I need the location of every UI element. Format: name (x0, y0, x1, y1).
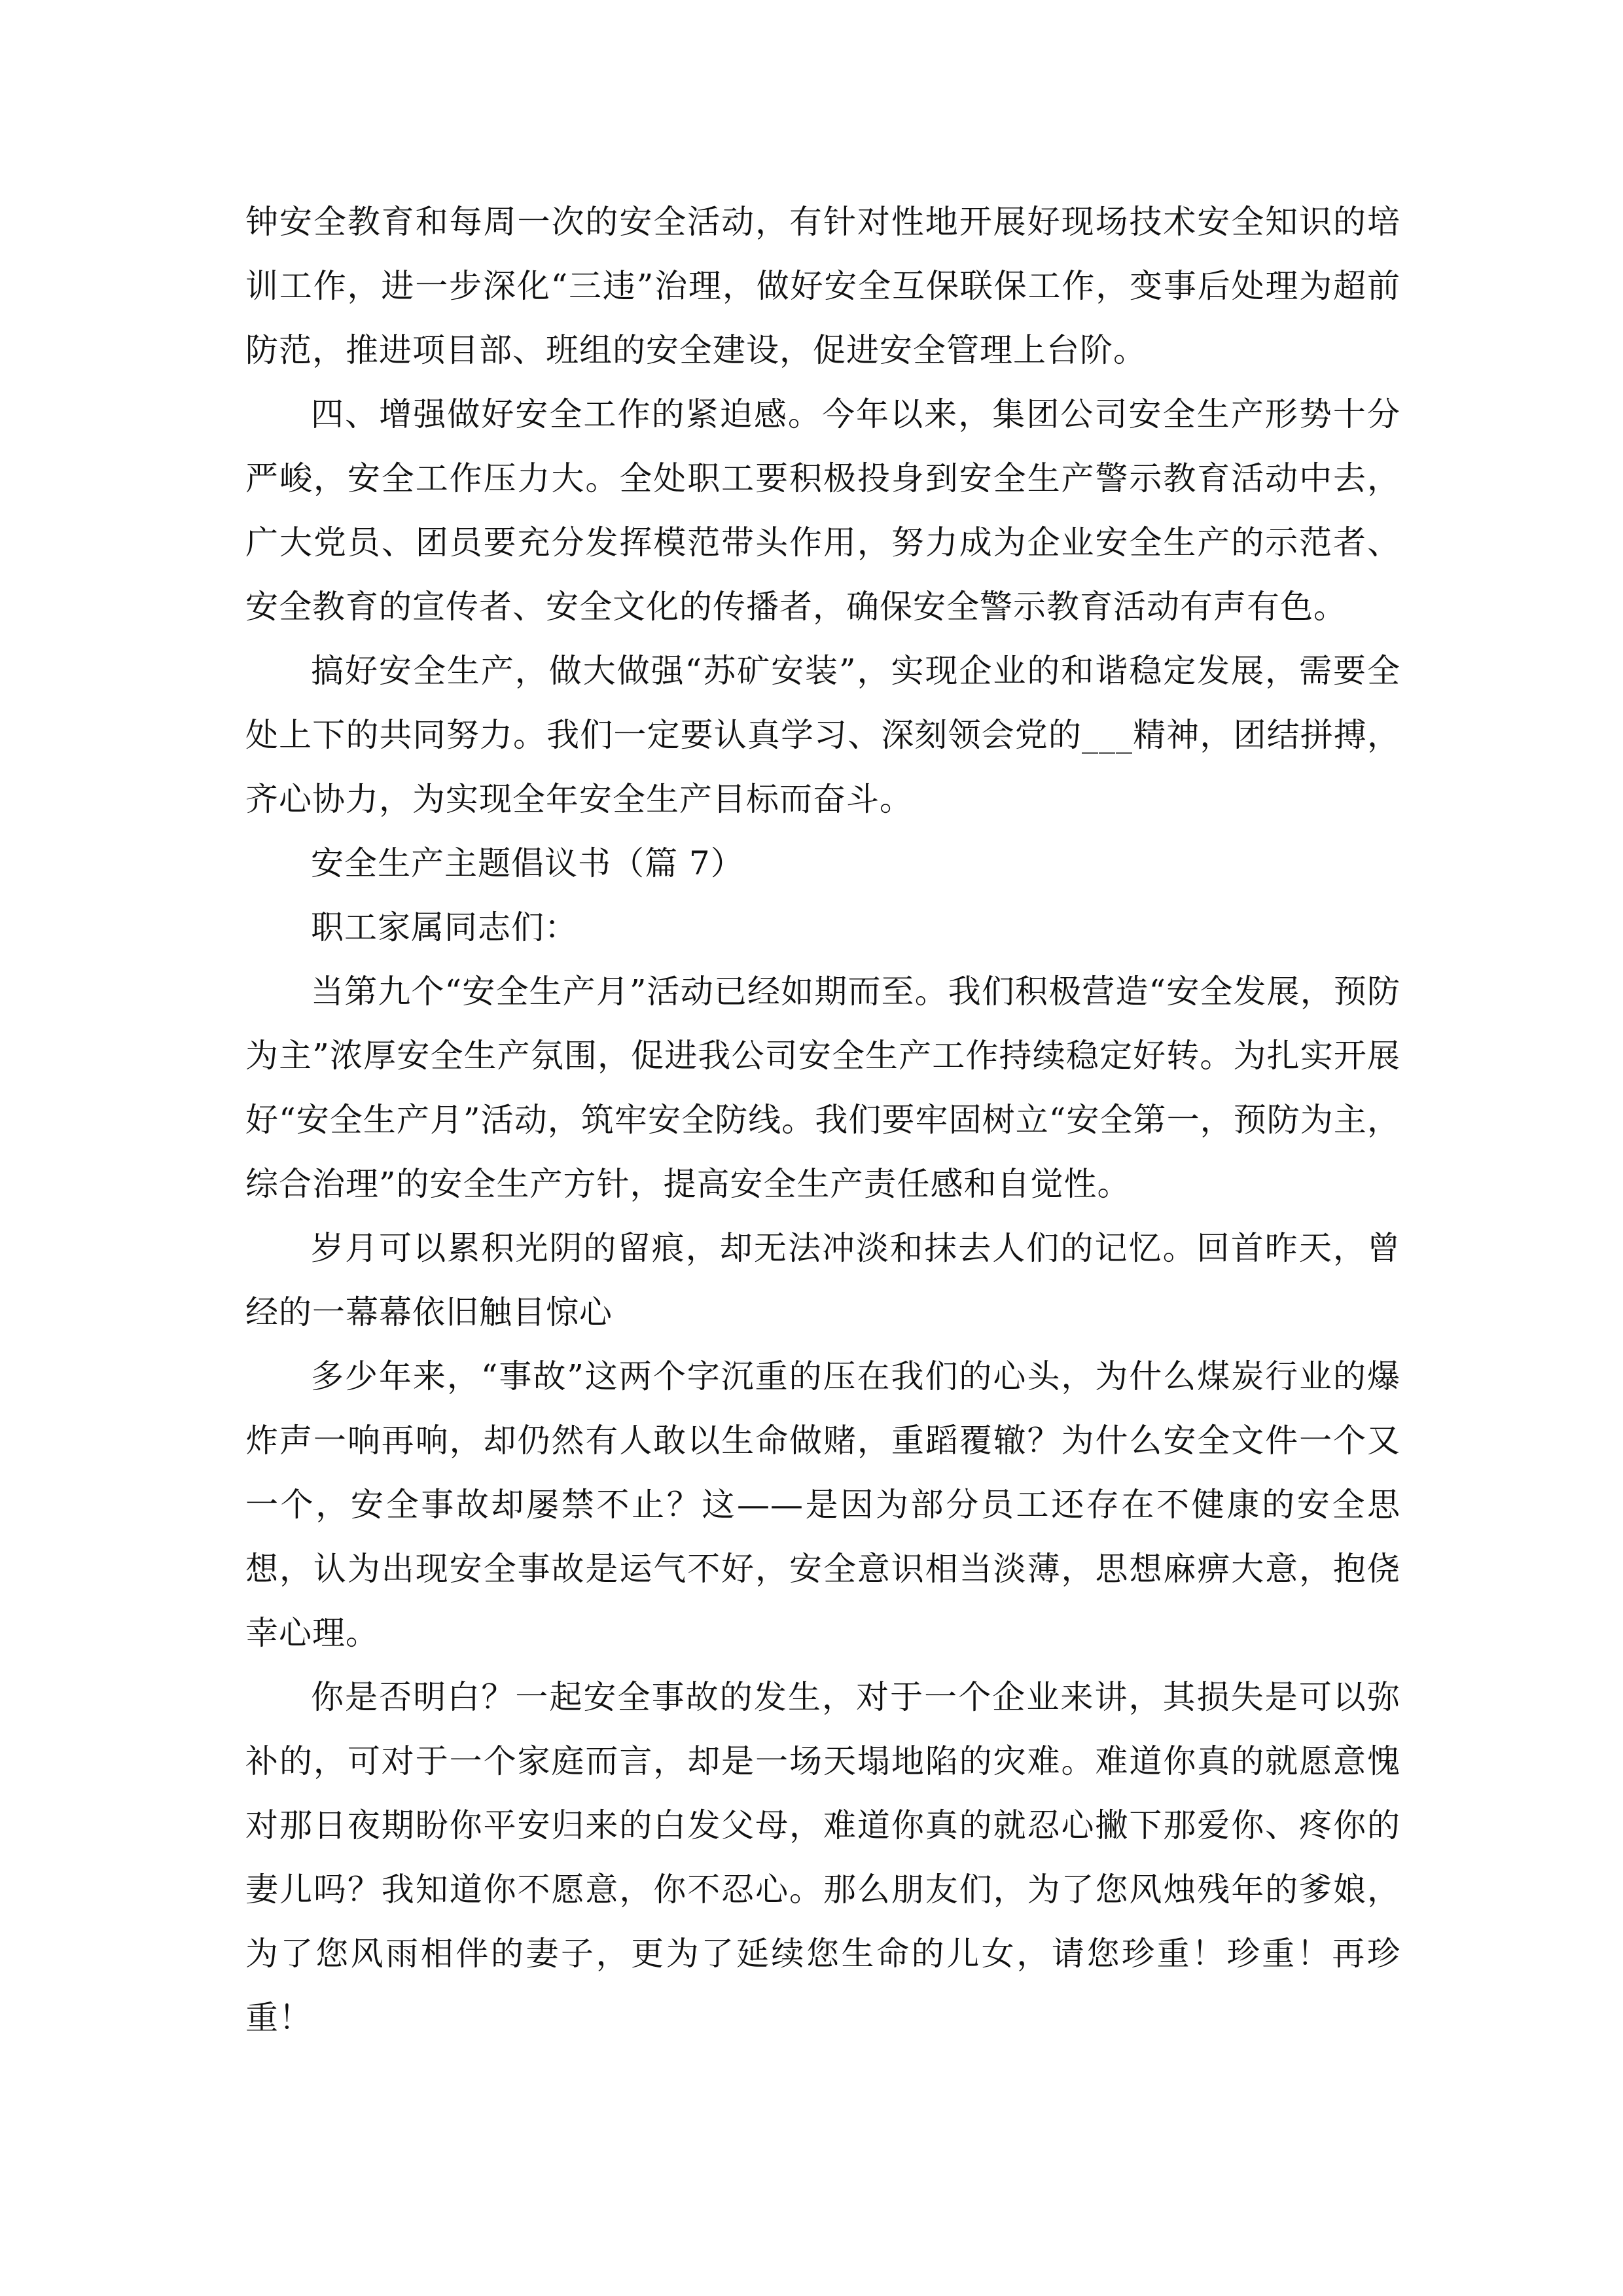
document-body (245, 190, 1400, 2050)
paragraph-memory: 岁月可以累积光阴的留痕，却无法冲淡和抹去人们的记忆。回首昨天，曾经的一幕幕依旧触目惊心 (245, 1229, 1400, 1331)
salutation: 职工家属同志们： (311, 908, 578, 946)
paragraph-safety-month: 当第九个“安全生产月”活动已经如期而至。我们积极营造“安全发展，预防为主”浓厚安全生产氛围，促进我公司安全生产工作持续稳定好转。为扎实开展好“安全生产月”活动，筑牢安全防线。我们要牢固树立“安全第一，预防为主，综合治理”的安全生产方针，提高安全生产责任感和自觉性。 (245, 973, 1400, 1203)
paragraph-accidents: 多少年来，“事故”这两个字沉重的压在我们的心头，为什么煤炭行业的爆炸声一响再响，却仍然有人敢以生命做赌，重蹈覆辙？为什么安全文件一个又一个，安全事故却屡禁不止？这——是因为部分员工还存在不健康的安全思想，认为出现安全事故是运气不好，安全意识相当淡薄，思想麻痹大意，抱侥幸心理。 (245, 1357, 1400, 1652)
paragraph-family: 你是否明白？一起安全事故的发生，对于一个企业来讲，其损失是可以弥补的，可对于一个家庭而言，却是一场天塌地陷的灾难。难道你真的就愿意愧对那日夜期盼你平安归来的白发父母，难道你真的就忍心撇下那爱你、疼你的妻儿吗？我知道你不愿意，你不忍心。那么朋友们，为了您风烛残年的爹娘，为了您风雨相伴的妻子，更为了延续您生命的儿女，请您珍重！珍重！再珍重！ (245, 1678, 1400, 2037)
paragraph-continuation: 钟安全教育和每周一次的安全活动，有针对性地开展好现场技术安全知识的培训工作，进一步深化“三违”治理，做好安全互保联保工作，变事后处理为超前防范，推进项目部、班组的安全建设，促进安全管理上台阶。 (245, 203, 1400, 369)
paragraph-closing: 搞好安全生产，做大做强“苏矿安装”，实现企业的和谐稳定发展，需要全处上下的共同努力。我们一定要认真学习、深刻领会党的___精神，团结拼搏，齐心协力，为实现全年安全生产目标而奋斗。 (245, 652, 1400, 818)
section-title: 安全生产主题倡议书（篇 7） (311, 844, 744, 882)
paragraph-item-four: 四、增强做好安全工作的紧迫感。今年以来，集团公司安全生产形势十分严峻，安全工作压力大。全处职工要积极投身到安全生产警示教育活动中去，广大党员、团员要充分发挥模范带头作用，努力成为企业安全生产的示范者、安全教育的宣传者、安全文化的传播者，确保安全警示教育活动有声有色。 (245, 395, 1400, 626)
